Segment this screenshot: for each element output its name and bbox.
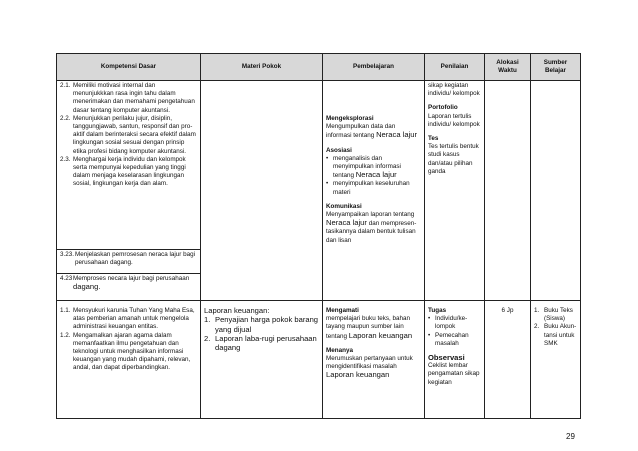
header-kompetensi-dasar: Kompetensi Dasar bbox=[57, 54, 201, 81]
list-item: • menganalisis dan menyimpulkan informasi tentang Neraca lajur bbox=[326, 154, 401, 180]
header-pembelajaran: Pembelajaran bbox=[323, 54, 425, 81]
materi-pokok-cell bbox=[201, 81, 323, 301]
list-item: 1. Buku Teks (Siswa) bbox=[534, 307, 573, 323]
mengamati-title: Mengamati bbox=[326, 307, 359, 314]
penilaian-sikap-text: sikap kegiatan individu/ kelompok bbox=[428, 82, 480, 98]
kd-item: 2.2. Menunjukkan perilaku jujur, disiplin, tanggungjawab, santun, responsif dan pro-aktif dalam berinteraksi secara efektif dalam lingkungan sosial sesuai dengan prinsip etika profesi bidang komputer akuntansi. bbox=[60, 114, 196, 155]
tugas-title: Tugas bbox=[428, 307, 447, 314]
sumber-belajar-cell bbox=[531, 81, 581, 301]
header-materi-pokok: Materi Pokok bbox=[201, 54, 323, 81]
page-number: 29 bbox=[566, 432, 575, 441]
list-item: • menyimpulkan keseluruhan materi bbox=[326, 180, 410, 196]
kd-item: 2.1. Memiliki motivasi internal dan menunjukkkan rasa ingin tahu dalam menerimakan dan memahami pengetahuan dasar tentang komputer akuntansi. bbox=[60, 82, 195, 114]
header-sumber-belajar: Sumber Belajar bbox=[531, 54, 581, 81]
penilaian-cell bbox=[425, 301, 485, 419]
observasi-title: Observasi bbox=[428, 353, 465, 363]
portofolio-text: Laporan tertulis individu/ kelompok bbox=[428, 112, 480, 128]
list-item: • Individu/ke-lompok bbox=[428, 315, 468, 331]
alokasi-waktu-cell bbox=[485, 81, 531, 301]
tes-text: Tes tertulis bentuk studi kasus dan/atau pilihan ganda bbox=[428, 143, 479, 175]
syllabus-table bbox=[56, 53, 581, 419]
kd-cell bbox=[57, 301, 201, 419]
materi-pokok-cell bbox=[201, 301, 323, 419]
observasi-text: Ceklist lembar pengamatan sikap kegiatan bbox=[428, 362, 480, 386]
komunikasi-text: Menyampaikan laporan tentang Neraca lajur dan mempresen-tasikannya dalam bentuk tulisan dan lisan bbox=[326, 211, 417, 244]
list-item: • Pemecahan masalah bbox=[428, 331, 469, 347]
list-item: 2. Buku Akun-tansi untuk SMK bbox=[534, 323, 577, 347]
header-penilaian: Penilaian bbox=[425, 54, 485, 81]
materi-pokok-title: Laporan keuangan: bbox=[204, 306, 270, 315]
kd-cell bbox=[57, 250, 201, 274]
pembelajaran-cell bbox=[323, 81, 425, 301]
komunikasi-title: Komunikasi bbox=[326, 202, 362, 210]
kd-item: 1.2. Mengamalkan ajaran agama dalam memanfaatkan ilmu pengetahuan dan teknologi untuk menghasilkan informasi keuangan yang mudah dipahami, relevan, andal, dan dapat diperbandingkan. bbox=[60, 331, 191, 372]
menanya-title: Menanya bbox=[326, 346, 353, 354]
kd-item: 2.3. Menghargai kerja individu dan kelompok serta mempunyai kepedulian yang tinggi dalam menjaga keselarasan lingkungan sosial, lingkungan kerja dan alam. bbox=[60, 155, 186, 188]
table-row bbox=[57, 81, 581, 250]
sumber-belajar-cell bbox=[531, 301, 581, 419]
menanya-text: Merumuskan pertanyaan untuk mengidentifikasi masalah Laporan keuangan bbox=[326, 355, 413, 380]
list-item: 2. Laporan laba-rugi perusahaan dagang bbox=[204, 334, 317, 353]
kd-item: 4.23 Memproses necara lajur bagi perusahaan dagang. bbox=[60, 275, 190, 292]
mengeksplorasi-text: Mengumpulkan data dan informasi tentang Neraca lajur bbox=[326, 123, 418, 140]
asosiasi-title: Asosiasi bbox=[326, 146, 352, 154]
header-alokasi-waktu: Alokasi Waktu bbox=[485, 54, 531, 81]
kd-item: 1.1. Mensyukuri karunia Tuhan Yang Maha Esa, atas pemberian amanah untuk mengelola administrasi keuangan entitas. bbox=[60, 307, 195, 331]
kd-cell bbox=[57, 274, 201, 301]
table-row bbox=[57, 301, 581, 419]
tes-title: Tes bbox=[428, 135, 439, 143]
mengamati-text: mempelajari buku teks, bahan tayang maupun sumber lain tentang Laporan keuangan bbox=[326, 315, 413, 340]
penilaian-cell bbox=[425, 81, 485, 301]
portofolio-title: Portofolio bbox=[428, 104, 458, 112]
list-item: 1. Penyajian harga pokok barang yang dijual bbox=[204, 315, 319, 334]
kd-cell bbox=[57, 81, 201, 250]
pembelajaran-cell bbox=[323, 301, 425, 419]
header-row bbox=[57, 54, 581, 81]
alokasi-waktu-cell: 6 Jp bbox=[485, 301, 531, 419]
kd-item: 3.23. Menjelaskan pemrosesan neraca lajur bagi perusahaan dagang. bbox=[60, 251, 196, 267]
mengeksplorasi-title: Mengeksplorasi bbox=[326, 115, 374, 122]
